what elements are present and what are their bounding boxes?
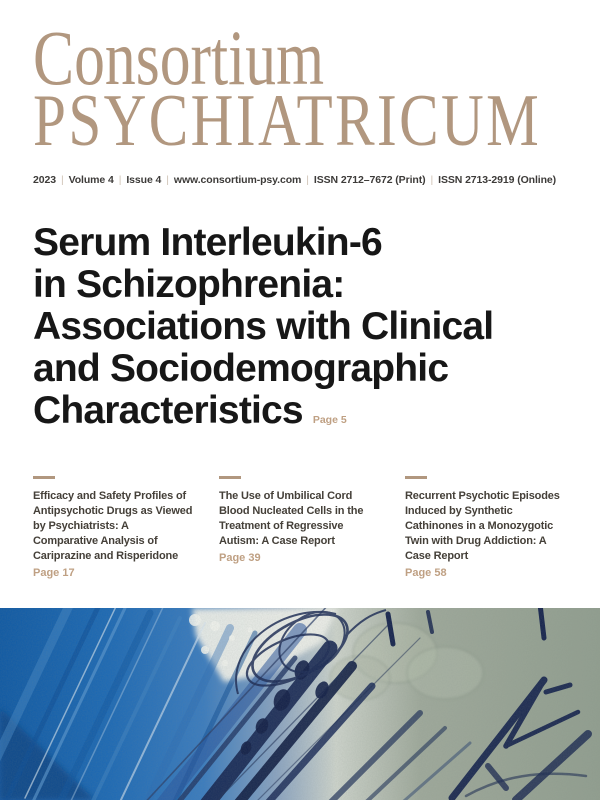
- issue-number: Issue 4: [126, 174, 162, 186]
- issn-online: ISSN 2713-2919 (Online): [438, 174, 557, 186]
- article-title: The Use of Umbilical Cord Blood Nucleated Cells in the Treatment of Regressive Autism: A Case Report: [219, 490, 364, 547]
- article-title: Recurrent Psychotic Episodes Induced by Synthetic Cathinones in a Monozygotic Twin with Drug Addiction: A Case Report: [405, 490, 560, 562]
- lead-title-line: Associations with Clinical: [33, 305, 494, 348]
- lead-title-line: in Schizophrenia:: [33, 263, 345, 306]
- meta-separator: |: [60, 174, 64, 186]
- lead-title-line: Characteristics: [33, 389, 303, 432]
- lead-article-page-label: Page 5: [312, 414, 347, 426]
- article-divider-dash: [219, 476, 241, 479]
- article-divider-dash: [405, 476, 427, 479]
- meta-separator: |: [430, 174, 434, 186]
- journal-name-line1: Consortium: [33, 14, 325, 101]
- issue-year: 2023: [33, 174, 56, 186]
- lead-article-title: [33, 222, 567, 432]
- article-page-label: Page 58: [405, 567, 447, 579]
- article-card: [405, 476, 567, 579]
- lead-title-line: Serum Interleukin-6: [33, 221, 382, 264]
- meta-separator: |: [166, 174, 169, 186]
- secondary-articles: [33, 476, 567, 579]
- article-divider-dash: [33, 476, 55, 479]
- article-card: [219, 476, 381, 579]
- meta-separator: |: [306, 174, 309, 186]
- article-card: [33, 476, 195, 579]
- lead-title-line: and Sociodemographic: [33, 347, 449, 390]
- journal-name-line2: PSYCHIATRICUM: [33, 80, 542, 162]
- issue-meta-row: [33, 174, 567, 186]
- article-page-label: Page 39: [219, 552, 261, 564]
- article-title: Efficacy and Safety Profiles of Antipsychotic Drugs as Viewed by Psychiatrists: A Comparative Analysis of Cariprazine and Risperidone: [33, 490, 193, 562]
- issue-volume: Volume 4: [68, 174, 114, 186]
- cover-artwork: [0, 608, 600, 800]
- issn-print: ISSN 2712–7672 (Print): [313, 174, 426, 186]
- journal-website-url: www.consortium-psy.com: [173, 174, 302, 186]
- meta-separator: |: [118, 174, 122, 186]
- lead-title-last-line: [33, 390, 567, 432]
- abstract-blue-ink-painting: [0, 608, 600, 800]
- article-page-label: Page 17: [33, 567, 75, 579]
- journal-masthead: [33, 14, 567, 162]
